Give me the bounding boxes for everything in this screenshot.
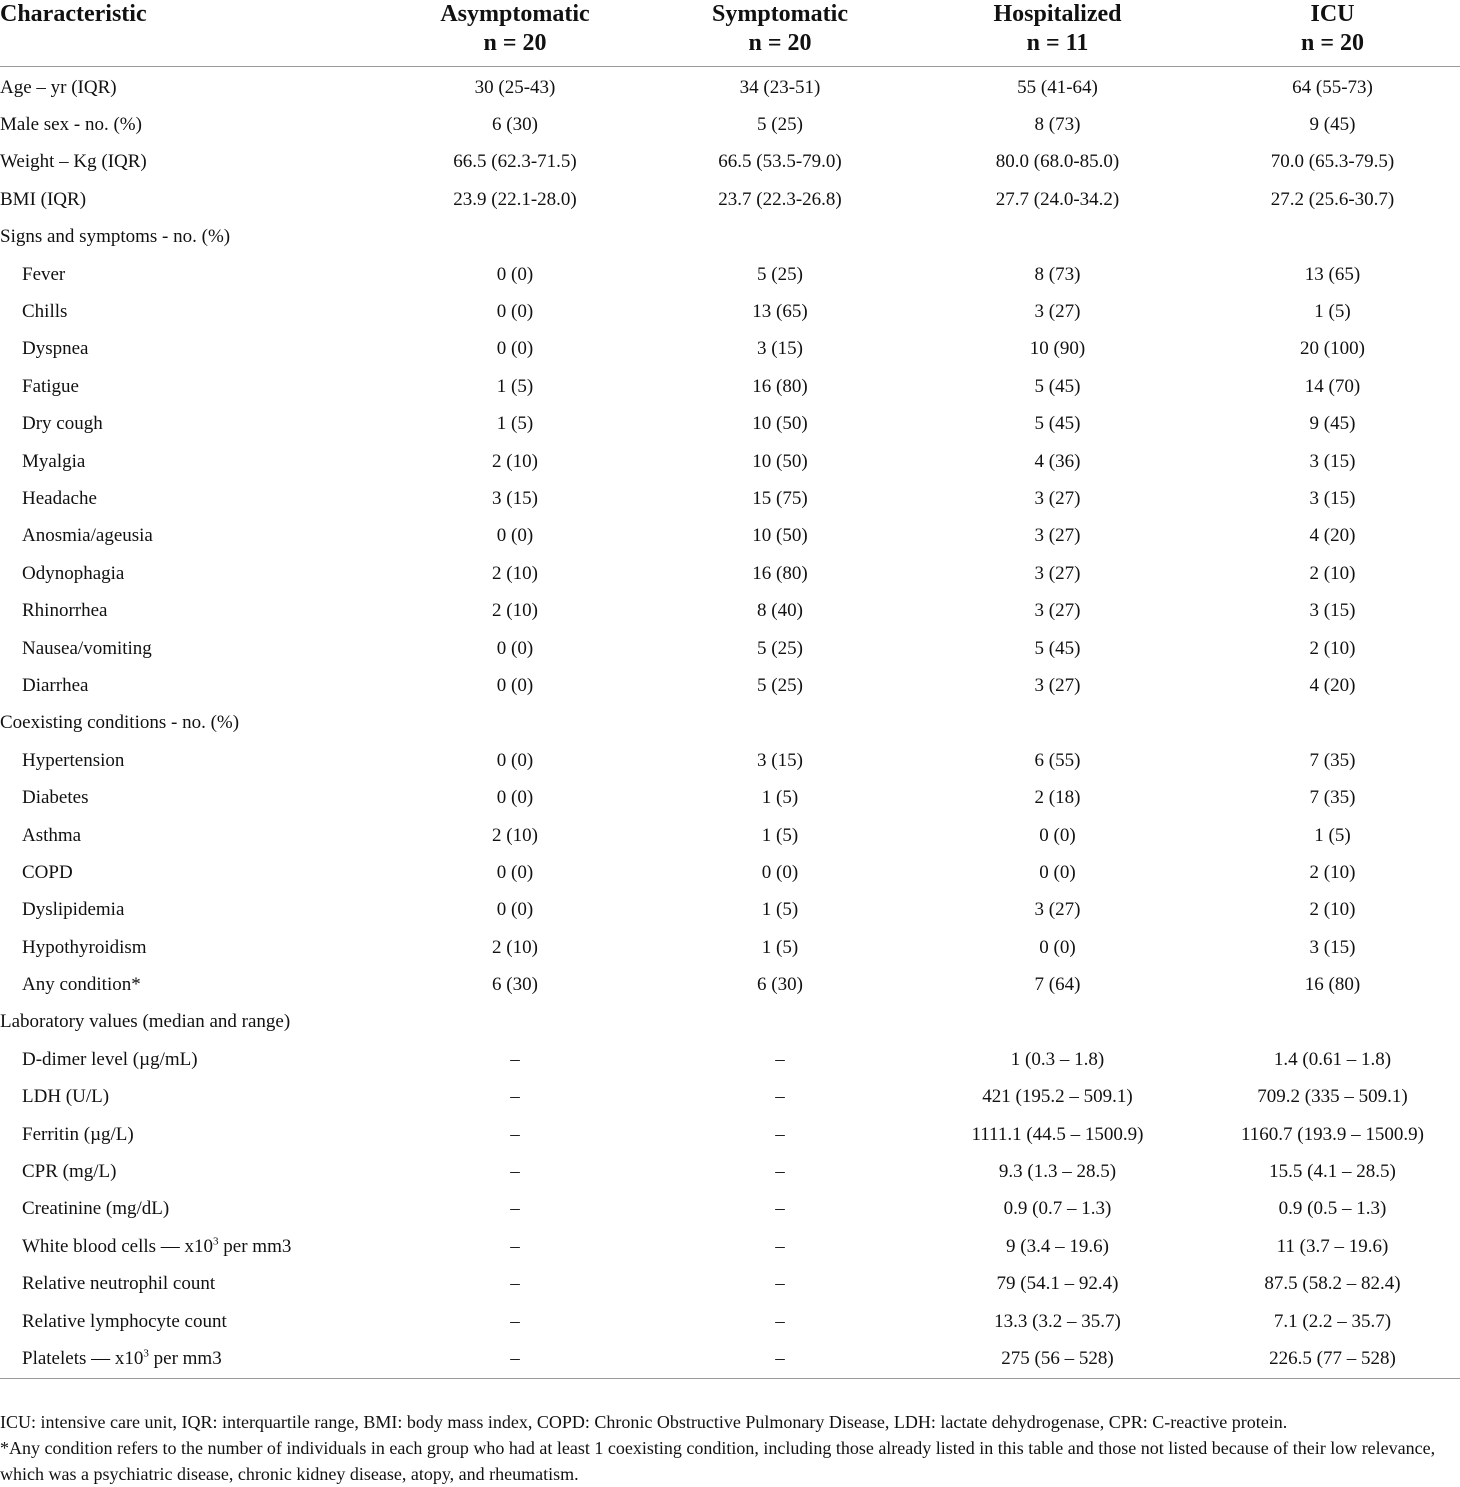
- table-cell: –: [510, 1048, 520, 1070]
- table-row: [0, 854, 1460, 891]
- header-n: n = 20: [748, 30, 812, 56]
- table-cell: 70.0 (65.3-79.5): [1270, 151, 1395, 173]
- table-row: [0, 181, 1460, 218]
- row-label: [0, 1004, 380, 1041]
- table-cell: 7 (35): [1309, 749, 1356, 771]
- row-label-text: Dyslipidemia: [22, 899, 125, 921]
- table-row: [0, 630, 1460, 667]
- table-cell: 55 (41-64): [1017, 76, 1098, 98]
- row-label-text: Creatinine (mg/dL): [22, 1198, 170, 1220]
- table-cell: –: [775, 1235, 785, 1257]
- table-row: [0, 892, 1460, 929]
- table-row: [0, 929, 1460, 966]
- table-cell: 30 (25-43): [474, 76, 556, 98]
- table-cell: [650, 219, 910, 256]
- table-cell: 0 (0): [496, 301, 534, 323]
- table-cell: 10 (50): [752, 450, 808, 472]
- row-label-superscript: 3: [143, 1347, 149, 1360]
- row-label-text: Signs and symptoms - no. (%): [0, 226, 231, 248]
- table-cell: 15 (75): [752, 487, 808, 509]
- table-row: [0, 256, 1460, 293]
- table-row: [0, 67, 1460, 107]
- table-cell: –: [510, 1310, 520, 1332]
- table-cell: [1205, 1004, 1460, 1041]
- table-row: [0, 1228, 1460, 1265]
- header-characteristic: [0, 0, 380, 67]
- table-row: [0, 555, 1460, 592]
- row-label: [0, 1303, 380, 1340]
- table-row: [0, 331, 1460, 368]
- row-label: [0, 1228, 380, 1265]
- table-cell: 2 (10): [1309, 861, 1356, 883]
- table-cell: 0 (0): [496, 525, 534, 547]
- footnote-any-condition: *Any condition refers to the number of individuals in each group who had at least 1 coexisting condition, including those already listed in this table and those not listed because of their low relevance, which was a psychiatric disease, chronic kidney disease, atopy, and rheumatism.: [0, 1438, 1436, 1484]
- table-cell: 23.9 (22.1-28.0): [453, 188, 577, 210]
- table-cell: 1 (5): [496, 413, 534, 435]
- table-cell: 0 (0): [496, 637, 534, 659]
- table-cell: [910, 219, 1205, 256]
- row-label: [0, 368, 380, 405]
- table-cell: 8 (73): [1034, 263, 1081, 285]
- row-label: [0, 1266, 380, 1303]
- table-cell: 80.0 (68.0-85.0): [995, 151, 1120, 173]
- table-cell: [910, 1004, 1205, 1041]
- table-cell: 3 (27): [1034, 525, 1081, 547]
- table-cell: –: [775, 1086, 785, 1108]
- header-title: Hospitalized: [993, 1, 1122, 27]
- table-cell: 0 (0): [496, 338, 534, 360]
- table-cell: –: [380, 1340, 650, 1379]
- header-n: n = 11: [1026, 30, 1089, 56]
- table-cell: 2 (10): [1309, 899, 1356, 921]
- row-label: [0, 667, 380, 704]
- table-row: [0, 1041, 1460, 1078]
- table-cell: 15.5 (4.1 – 28.5): [1269, 1161, 1396, 1183]
- table-cell: –: [510, 1273, 520, 1295]
- row-label: [0, 256, 380, 293]
- row-label: [0, 929, 380, 966]
- row-label-text: Ferritin (µg/L): [22, 1123, 134, 1145]
- table-cell: 10 (50): [752, 413, 808, 435]
- table-cell: 6 (55): [1034, 749, 1081, 771]
- table-cell: 1 (5): [1314, 301, 1351, 323]
- header-asymptomatic: [380, 0, 650, 67]
- table-row: [0, 106, 1460, 143]
- row-label-tail: per mm3: [218, 1235, 292, 1257]
- table-cell: 0 (0): [496, 861, 534, 883]
- table-cell: 3 (15): [757, 338, 803, 360]
- header-title: Characteristic: [0, 1, 147, 27]
- table-cell: [650, 705, 910, 742]
- table-row: [0, 1191, 1460, 1228]
- row-label-text: Male sex - no. (%): [0, 114, 142, 136]
- table-row: [0, 443, 1460, 480]
- header-row: [0, 0, 1460, 67]
- table-cell: 1 (5): [496, 375, 534, 397]
- table-cell: 16 (80): [752, 375, 808, 397]
- row-label: [0, 592, 380, 629]
- row-label-text: Anosmia/ageusia: [22, 525, 153, 547]
- table-cell: 66.5 (62.3-71.5): [453, 151, 577, 173]
- table-cell: 5 (25): [757, 637, 803, 659]
- table-cell: 7 (35): [1309, 787, 1356, 809]
- row-label: [0, 779, 380, 816]
- header-n: n = 20: [483, 30, 547, 56]
- table-row: [0, 1116, 1460, 1153]
- table-cell: 13.3 (3.2 – 35.7): [994, 1310, 1121, 1332]
- row-label: [0, 1340, 380, 1379]
- row-label: [0, 67, 380, 107]
- table-cell: –: [775, 1161, 785, 1183]
- table-cell: 3 (15): [1309, 450, 1356, 472]
- table-row: [0, 779, 1460, 816]
- row-label-text: Laboratory values (median and range): [0, 1011, 291, 1033]
- table-cell: –: [775, 1198, 785, 1220]
- row-label-text: Hypertension: [22, 749, 125, 771]
- row-label: [0, 742, 380, 779]
- row-label: [0, 106, 380, 143]
- row-label: [0, 817, 380, 854]
- table-cell: [910, 705, 1205, 742]
- table-cell: 1 (5): [761, 824, 799, 846]
- table-cell: 23.7 (22.3-26.8): [718, 188, 842, 210]
- table-cell: 0 (0): [496, 674, 534, 696]
- table-cell: 9 (3.4 – 19.6): [1006, 1235, 1109, 1257]
- row-label: [0, 480, 380, 517]
- row-label: [0, 293, 380, 330]
- table-cell: 64 (55-73): [1292, 76, 1373, 98]
- row-label-text: White blood cells — x10: [22, 1235, 214, 1257]
- table-cell: 2 (10): [492, 824, 538, 846]
- table-row: [0, 1079, 1460, 1116]
- table-cell: –: [775, 1048, 785, 1070]
- table-cell: [380, 705, 650, 742]
- row-label-text: Odynophagia: [22, 562, 125, 584]
- row-label-text: Diabetes: [22, 787, 89, 809]
- table-row: [0, 144, 1460, 181]
- table-cell: [650, 1004, 910, 1041]
- table-row: [0, 293, 1460, 330]
- table-cell: 275 (56 – 528): [910, 1340, 1205, 1379]
- table-cell: –: [510, 1161, 520, 1183]
- row-label-text: Platelets — x10: [22, 1348, 144, 1370]
- row-label-superscript: 3: [213, 1235, 219, 1248]
- table-cell: 34 (23-51): [739, 76, 821, 98]
- table-cell: 3 (27): [1034, 301, 1081, 323]
- table-row: [0, 219, 1460, 256]
- row-label-text: Fatigue: [22, 375, 79, 397]
- table-cell: 5 (45): [1034, 413, 1081, 435]
- row-label-text: Nausea/vomiting: [22, 637, 152, 659]
- row-label-text: Any condition*: [22, 974, 141, 996]
- table-cell: 3 (15): [757, 749, 803, 771]
- table-row: [0, 1004, 1460, 1041]
- table-cell: 8 (40): [757, 600, 803, 622]
- table-cell: 0.9 (0.7 – 1.3): [1003, 1198, 1112, 1220]
- table-cell: 2 (18): [1034, 787, 1081, 809]
- table-cell: 10 (50): [752, 525, 808, 547]
- table-cell: 7 (64): [1034, 974, 1081, 996]
- table-cell: [1205, 219, 1460, 256]
- table-cell: –: [775, 1273, 785, 1295]
- header-n: n = 20: [1300, 30, 1365, 56]
- table-row: [0, 518, 1460, 555]
- table-cell: 2 (10): [492, 562, 538, 584]
- table-cell: 27.2 (25.6-30.7): [1270, 188, 1395, 210]
- table-cell: 0 (0): [1039, 861, 1076, 883]
- table-cell: [1205, 705, 1460, 742]
- row-label-text: BMI (IQR): [0, 188, 87, 210]
- footnote-abbreviations: ICU: intensive care unit, IQR: interquartile range, BMI: body mass index, COPD: Chronic Obstructive Pulmonary Disease, LDH: lactate dehydrogenase, CPR: C-reactive protein.: [0, 1412, 1288, 1432]
- table-cell: 5 (25): [757, 674, 803, 696]
- table-cell: 0 (0): [1039, 936, 1076, 958]
- table-cell: 8 (73): [1034, 114, 1081, 136]
- row-label: [0, 1191, 380, 1228]
- table-cell: 9 (45): [1309, 114, 1356, 136]
- table-cell: 2 (10): [492, 450, 538, 472]
- row-label-text: Asthma: [22, 824, 82, 846]
- table-cell: 4 (36): [1034, 450, 1081, 472]
- row-label-text: Relative neutrophil count: [22, 1273, 216, 1295]
- table-row: [0, 592, 1460, 629]
- row-label: [0, 892, 380, 929]
- table-cell: 3 (27): [1034, 600, 1081, 622]
- table-cell: 6 (30): [757, 974, 803, 996]
- table-cell: 13 (65): [1304, 263, 1361, 285]
- table-cell: 14 (70): [1304, 375, 1361, 397]
- table-cell: 4 (20): [1309, 674, 1356, 696]
- row-label-text: D-dimer level (µg/mL): [22, 1048, 198, 1070]
- table-cell: 9 (45): [1309, 413, 1356, 435]
- header-hospitalized: [910, 0, 1205, 67]
- table-cell: 5 (45): [1034, 375, 1081, 397]
- table-cell: 3 (15): [492, 487, 538, 509]
- table-cell: 3 (27): [1034, 674, 1081, 696]
- row-label: [0, 705, 380, 742]
- table-row: [0, 368, 1460, 405]
- table-cell: 16 (80): [752, 562, 808, 584]
- table-row: [0, 1340, 1460, 1379]
- row-label-text: Headache: [22, 487, 97, 509]
- table-cell: 1 (5): [761, 936, 799, 958]
- table-cell: 87.5 (58.2 – 82.4): [1264, 1273, 1401, 1295]
- table-cell: [380, 1004, 650, 1041]
- table-cell: 1160.7 (193.9 – 1500.9): [1241, 1123, 1424, 1145]
- table-cell: 9.3 (1.3 – 28.5): [998, 1161, 1117, 1183]
- header-symptomatic: [650, 0, 910, 67]
- row-label: [0, 1116, 380, 1153]
- table-cell: 0 (0): [496, 263, 534, 285]
- table-cell: 16 (80): [1304, 974, 1361, 996]
- table-row: [0, 966, 1460, 1003]
- table-cell: 6 (30): [492, 114, 538, 136]
- table-cell: 1.4 (0.61 – 1.8): [1273, 1048, 1392, 1070]
- table-cell: 66.5 (53.5-79.0): [718, 151, 842, 173]
- table-cell: 2 (10): [1309, 637, 1356, 659]
- table-cell: 2 (10): [1309, 562, 1356, 584]
- table-cell: 3 (15): [1309, 600, 1356, 622]
- table-cell: –: [775, 1310, 785, 1332]
- table-row: [0, 1153, 1460, 1190]
- row-label: [0, 966, 380, 1003]
- table-row: [0, 667, 1460, 704]
- table-header: [0, 0, 1460, 67]
- table-cell: 0.9 (0.5 – 1.3): [1278, 1198, 1387, 1220]
- row-label-text: Diarrhea: [22, 674, 89, 696]
- row-label-text: CPR (mg/L): [22, 1161, 117, 1183]
- table-footnotes: [0, 1409, 1460, 1487]
- header-title: ICU: [1310, 1, 1355, 27]
- row-label-text: COPD: [22, 861, 73, 883]
- table-cell: 27.7 (24.0-34.2): [995, 188, 1120, 210]
- table-cell: 226.5 (77 – 528): [1205, 1340, 1460, 1379]
- table-row: [0, 742, 1460, 779]
- row-label-text: Myalgia: [22, 450, 86, 472]
- table-cell: 10 (90): [1029, 338, 1086, 360]
- row-label: [0, 555, 380, 592]
- row-label: [0, 518, 380, 555]
- row-label-text: Age – yr (IQR): [0, 76, 117, 98]
- row-label-text: LDH (U/L): [22, 1086, 110, 1108]
- table-cell: 0 (0): [496, 749, 534, 771]
- table-cell: 13 (65): [752, 301, 808, 323]
- table-cell: 3 (27): [1034, 487, 1081, 509]
- table-cell: 1 (0.3 – 1.8): [1010, 1048, 1105, 1070]
- header-icu: [1205, 0, 1460, 67]
- row-label-text: Dyspnea: [22, 338, 89, 360]
- row-label-text: Weight – Kg (IQR): [0, 151, 147, 173]
- table-cell: 1 (5): [761, 787, 799, 809]
- table-cell: 1 (5): [1314, 824, 1351, 846]
- row-label: [0, 406, 380, 443]
- table-cell: 2 (10): [492, 936, 538, 958]
- table-cell: –: [650, 1340, 910, 1379]
- row-label: [0, 181, 380, 218]
- row-label: [0, 144, 380, 181]
- table-cell: 20 (100): [1300, 338, 1365, 360]
- table-cell: 0 (0): [761, 861, 799, 883]
- row-label-text: Coexisting conditions - no. (%): [0, 712, 240, 734]
- table-cell: 0 (0): [1039, 824, 1076, 846]
- table-cell: –: [510, 1198, 520, 1220]
- row-label-text: Chills: [22, 301, 68, 323]
- table-cell: 5 (45): [1034, 637, 1081, 659]
- table-cell: 6 (30): [492, 974, 538, 996]
- row-label: [0, 630, 380, 667]
- table-cell: 3 (15): [1309, 936, 1356, 958]
- header-title: Symptomatic: [712, 1, 848, 27]
- header-title: Asymptomatic: [440, 1, 590, 27]
- row-label: [0, 854, 380, 891]
- row-label-tail: per mm3: [148, 1348, 222, 1370]
- table-cell: –: [775, 1123, 785, 1145]
- row-label: [0, 331, 380, 368]
- table-cell: 11 (3.7 – 19.6): [1276, 1235, 1389, 1257]
- row-label-text: Fever: [22, 263, 66, 285]
- table-cell: 5 (25): [757, 114, 803, 136]
- table-row: [0, 817, 1460, 854]
- table-cell: –: [510, 1123, 520, 1145]
- table-row: [0, 705, 1460, 742]
- table-cell: –: [510, 1086, 520, 1108]
- row-label: [0, 443, 380, 480]
- table-cell: 709.2 (335 – 509.1): [1257, 1086, 1408, 1108]
- table-cell: 0 (0): [496, 899, 534, 921]
- table-cell: 3 (27): [1034, 562, 1081, 584]
- table-cell: 3 (15): [1309, 487, 1356, 509]
- table-cell: 3 (27): [1034, 899, 1081, 921]
- table-cell: 0 (0): [496, 787, 534, 809]
- table-cell: [380, 219, 650, 256]
- table-row: [0, 406, 1460, 443]
- table-body: [0, 67, 1460, 1379]
- table-cell: 4 (20): [1309, 525, 1356, 547]
- table-cell: 421 (195.2 – 509.1): [982, 1086, 1133, 1108]
- table-cell: 7.1 (2.2 – 35.7): [1273, 1310, 1392, 1332]
- table-row: [0, 1266, 1460, 1303]
- row-label-text: Dry cough: [22, 413, 103, 435]
- row-label: [0, 219, 380, 256]
- table-cell: 1111.1 (44.5 – 1500.9): [971, 1123, 1144, 1145]
- table-cell: 2 (10): [492, 600, 538, 622]
- table-row: [0, 480, 1460, 517]
- table-cell: 1 (5): [761, 899, 799, 921]
- row-label: [0, 1153, 380, 1190]
- table-cell: 79 (54.1 – 92.4): [996, 1273, 1119, 1295]
- row-label: [0, 1079, 380, 1116]
- row-label-text: Rhinorrhea: [22, 600, 108, 622]
- table-row: [0, 1303, 1460, 1340]
- row-label-text: Relative lymphocyte count: [22, 1310, 227, 1332]
- table-cell: –: [510, 1235, 520, 1257]
- row-label: [0, 1041, 380, 1078]
- row-label-text: Hypothyroidism: [22, 936, 147, 958]
- table-cell: 5 (25): [757, 263, 803, 285]
